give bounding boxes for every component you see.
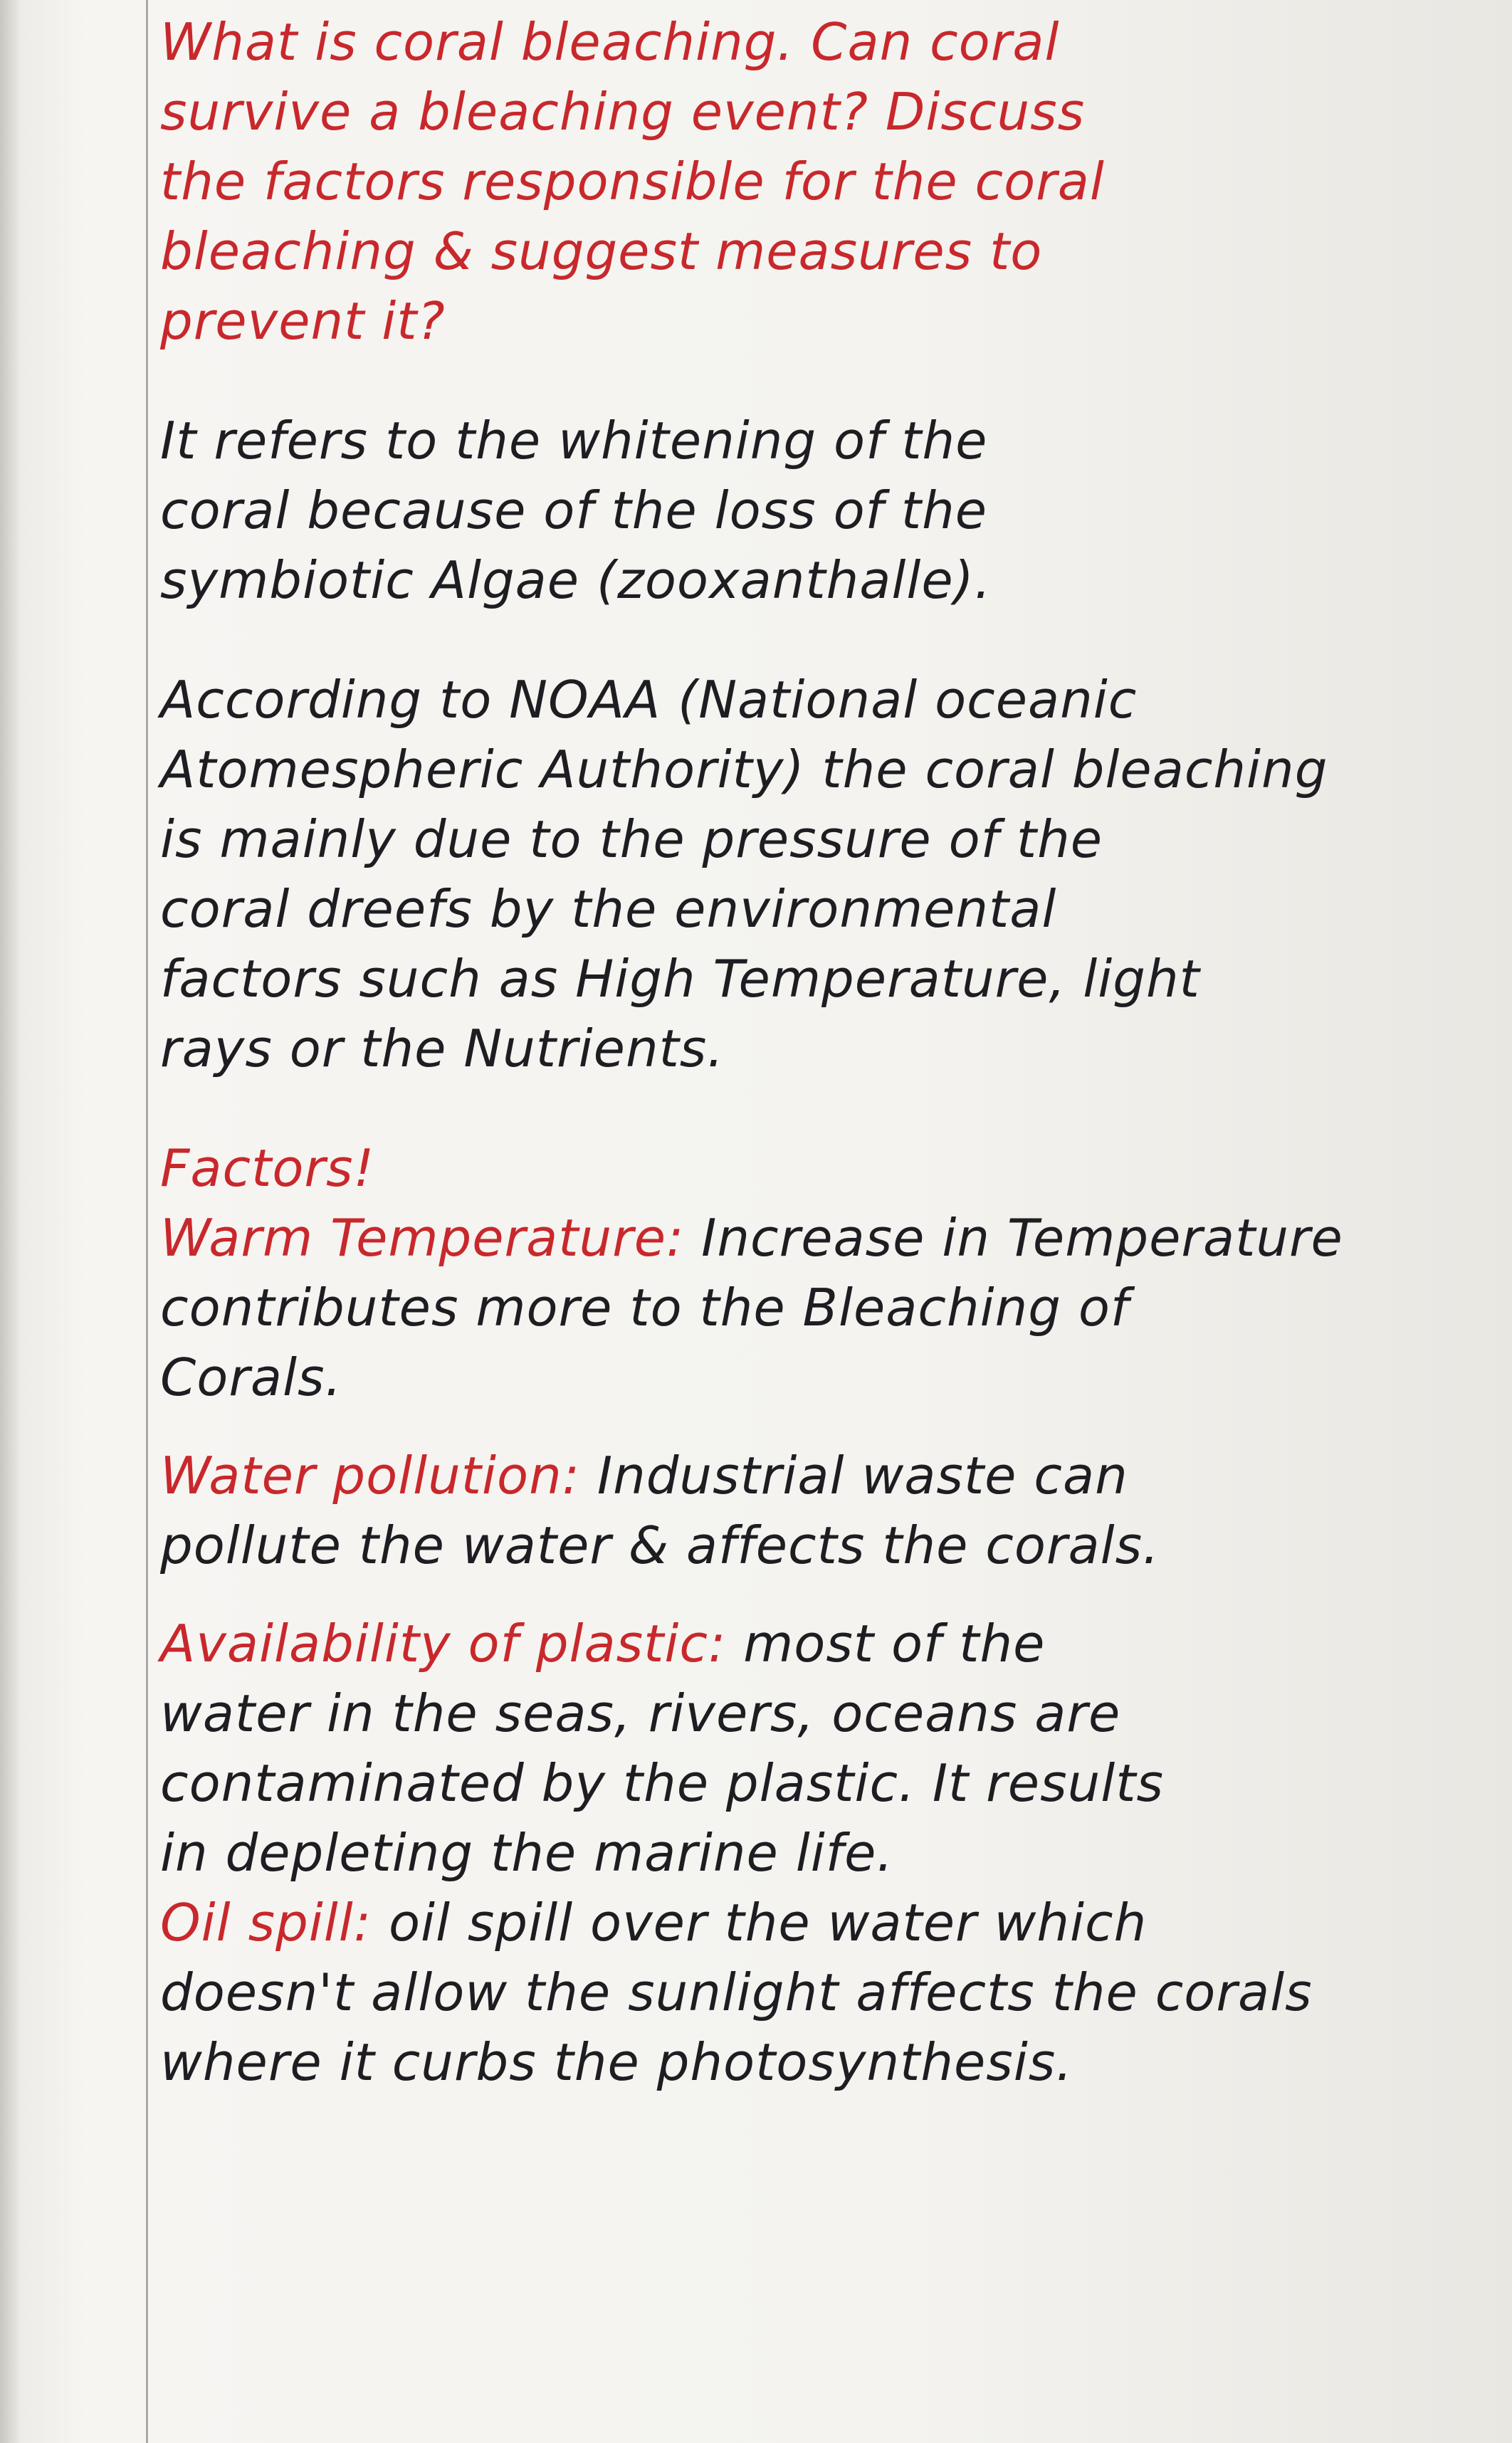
factor-text-line: pollute the water & affects the corals. <box>160 1515 1160 1575</box>
factor-text-line: contaminated by the plastic. It results <box>160 1753 1164 1813</box>
definition-line: It refers to the whitening of the <box>160 411 988 471</box>
factor-plastic <box>160 1609 1456 1678</box>
factor-oil-spill <box>160 1888 1456 1958</box>
factor-water-pollution <box>160 1441 1456 1511</box>
factor-text-line: in depleting the marine life. <box>160 1823 894 1883</box>
definition-line: coral because of the loss of the <box>160 480 988 540</box>
factor-text-line: Corals. <box>160 1347 342 1407</box>
factor-label: Availability of plastic: <box>160 1614 727 1674</box>
noaa-line: According to NOAA (National oceanic <box>160 670 1138 730</box>
factors-block <box>160 1133 1456 2097</box>
factors-heading: Factors! <box>160 1138 375 1198</box>
factor-text: oil spill over the water which <box>388 1893 1148 1953</box>
factor-text-line: contributes more to the Bleaching of <box>160 1278 1130 1338</box>
factor-text-line: water in the seas, rivers, oceans are <box>160 1683 1121 1743</box>
factor-text: Industrial waste can <box>597 1446 1128 1506</box>
factor-text-line: where it curbs the photosynthesis. <box>160 2032 1073 2092</box>
factor-text-line: doesn't allow the sunlight affects the corals <box>160 1963 1313 2022</box>
factor-text: Increase in Temperature <box>701 1208 1343 1268</box>
question-line: survive a bleaching event? Discuss <box>160 82 1086 142</box>
factor-label: Warm Temperature: <box>160 1208 685 1268</box>
factor-warm-temperature <box>160 1203 1456 1273</box>
margin-line <box>146 0 148 2443</box>
factor-label: Water pollution: <box>160 1446 580 1506</box>
noaa-line: Atomespheric Authority) the coral bleaching <box>160 740 1328 799</box>
question-line: bleaching & suggest measures to <box>160 221 1043 281</box>
handwritten-answer <box>160 7 1456 2097</box>
noaa-block <box>160 665 1456 1083</box>
noaa-line: is mainly due to the pressure of the <box>160 809 1103 869</box>
noaa-line: factors such as High Temperature, light <box>160 949 1200 1009</box>
question-line: What is coral bleaching. Can coral <box>160 12 1060 72</box>
question-block <box>160 7 1456 356</box>
definition-block <box>160 406 1456 615</box>
noaa-line: coral dreefs by the environmental <box>160 879 1057 939</box>
factor-label: Oil spill: <box>160 1893 372 1953</box>
noaa-line: rays or the Nutrients. <box>160 1019 725 1078</box>
factor-text: most of the <box>743 1614 1046 1674</box>
definition-line: symbiotic Algae (zooxanthalle). <box>160 550 992 610</box>
question-line: prevent it? <box>160 291 446 351</box>
question-line: the factors responsible for the coral <box>160 152 1105 211</box>
